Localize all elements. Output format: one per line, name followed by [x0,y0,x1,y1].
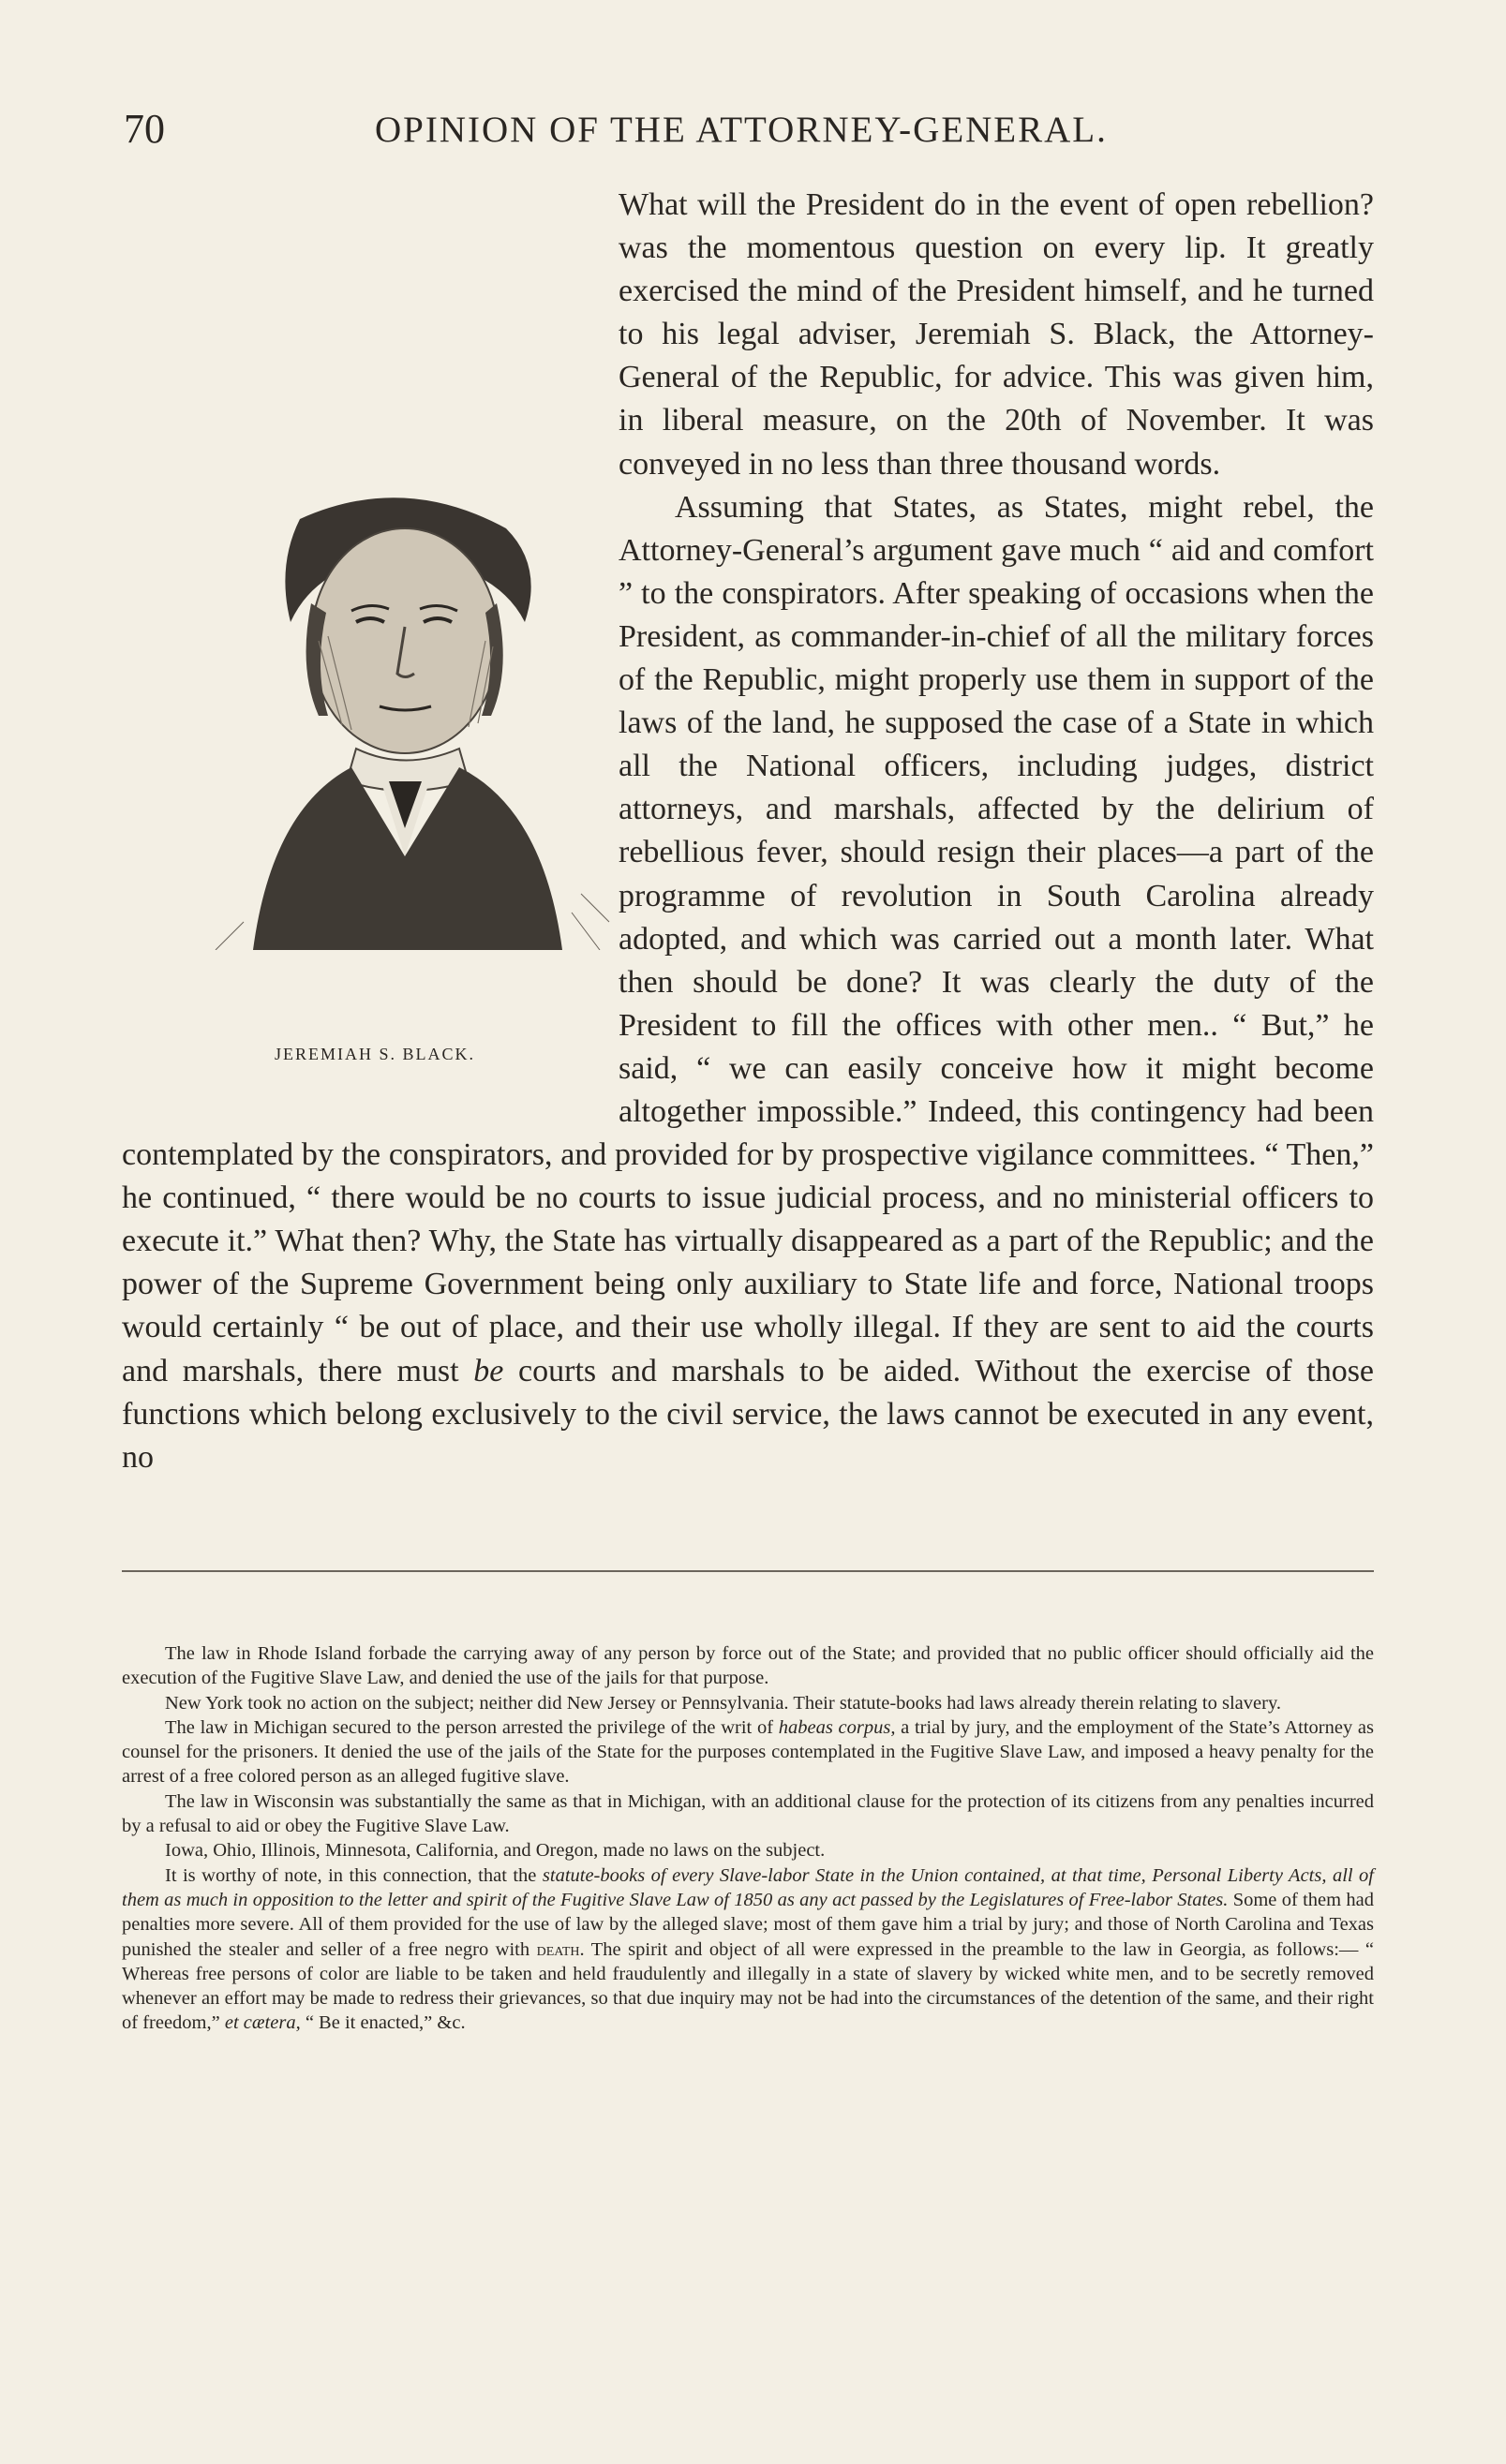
footnote-michigan: The law in Michigan secured to the person arrested the privilege of the writ of habeas corpus, a trial by jury, and the employment of the State’s Attorney as counsel for the prisoners. It denied the use of the jails of the State for the purposes contemplated in the Fugitive Slave Law, and imposed a heavy penalty for the arrest of a free colored person as an alleged fugitive slave. [122,1716,1375,1788]
portrait-engraving [187,482,628,950]
footnote-wisconsin: The law in Wisconsin was substantially the same as that in Michigan, with an additional clause for the protection of its citizens from any penalties incurred by a refusal to aid or obey the Fugitive Slave Law. [122,1790,1374,1837]
footnote-rhode-island: The law in Rhode Island forbade the carrying away of any person by force out of the State; and provided that no public officer should officially aid the execution of the Fugitive Slave Law, and denied the use of the jails for that purpose. [122,1643,1374,1689]
page-number: 70 [124,106,165,152]
footnote-rule [122,1570,1374,1572]
paragraph-1: What will the President do in the event of open rebellion? was the momentous question on every lip. It greatly exercised the mind of the President himself, and he turned to his legal adviser, Jeremiah S. Black, the Attorney-General of the Republic, for advice. This was given him, in liberal measure, on the 20th of November. It was conveyed in no less than three thousand words. [619,187,1374,482]
footnote-new-york: New York took no action on the subject; neither did New Jersey or Pennsylvania. Their statute-books had laws already therein relating to slavery. [165,1692,1281,1714]
running-head: OPINION OF THE ATTORNEY-GENERAL. [375,110,1108,150]
portrait-figure [122,313,619,1112]
paragraph-2: Assuming that States, as States, might rebel, the Attorney-General’s argument gave much “ aid and comfort ” to the conspirators. After speaking of occasions when the President, as commander-in-chief of all the military forces of the Republic, might properly use them in support of the laws of the land, he supposed the case of a State in which all the National officers, including judges, district attorneys, and marshals, affected by the delirium of rebellious fever, should resign their places—a part of the programme of revolution in South Carolina already adopted, and which was carried out a month later. What then should be done? It was clearly the duty of the President to fill the offices with other men.. “ But,” he said, “ we can easily conceive how it might become altogether impossible.” Indeed, this contingency had been contemplated by the conspirators, and provided for by prospective vigilance committees. “ Then,” he continued, “ there would be no courts to issue judicial process, and no ministerial officers to execute it.” What then? Why, the State has virtually disappeared as a part of the Republic; and the power of the Supreme Government being only auxiliary to State life and force, National troops would certainly “ be out of place, and their use wholly illegal. If they are sent to aid the courts and marshals, there must be courts and marshals to be aided. Without the exercise of those functions which belong exclusively to the civil service, the laws cannot be executed in any event, no [122,489,1375,1475]
footnote-other-states: Iowa, Ohio, Illinois, Minnesota, California, and Oregon, made no laws on the subject. [165,1840,826,1862]
footnotes [122,1641,1374,2036]
footnote-slave-states: It is worthy of note, in this connection, that the statute-books of every Slave-labor State in the Union contained, at that time, Personal Liberty Acts, all of them as much in opposition to the letter and spirit of the Fugitive Slave Law of 1850 as any act passed by the Legislatures of Free-labor States. Some of them had penalties more severe. All of them provided for the use of law by the alleged slave; most of them gave him a trial by jury; and those of North Carolina and Texas punished the stealer and seller of a free negro with death. The spirit and object of all were expressed in the preamble to the law in Georgia, as follows:— “ Whereas free persons of color are liable to be taken and held fraudulently and illegally in a state of slavery by wicked white men, and to be secretly removed whenever an effort may be made to redress their grievances, so that due inquiry may not be had into the circumstances of the detention of the same, and their right of freedom,” et cætera, “ Be it enacted,” &c. [122,1864,1375,2034]
main-text [122,184,1374,1479]
portrait-caption: JEREMIAH S. BLACK. [274,1045,475,1063]
